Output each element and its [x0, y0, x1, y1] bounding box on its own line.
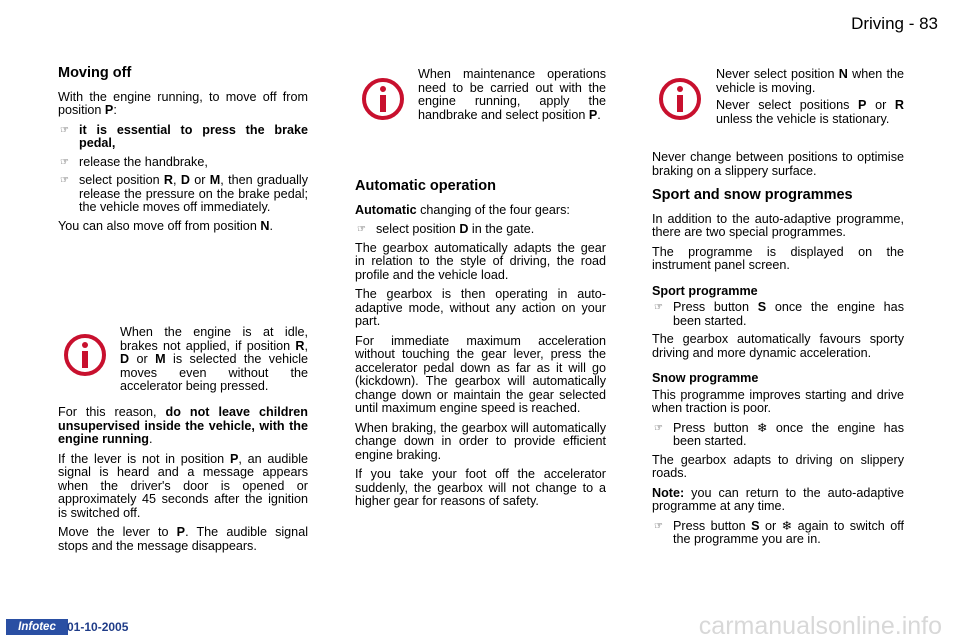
- paragraph: The gearbox automatically favours sporty driving and more dynamic acceleration.: [652, 332, 904, 360]
- info-never-select: Never select position N when the vehicle is moving. Never select positions P or R unless the vehicle is stationary.: [716, 67, 904, 126]
- list-item: ☞ Press button S or ❄ again to switch off the programme you are in.: [654, 518, 904, 546]
- move-lever-text: Move the lever to P. The audible signal stops and the message disappears.: [58, 525, 308, 553]
- paragraph: The gearbox is then operating in auto-adaptive mode, without any action on your part.: [355, 287, 606, 328]
- pointing-hand-icon: ☞: [60, 175, 69, 186]
- watermark: carmanualsonline.info: [698, 612, 942, 640]
- pointing-hand-icon: ☞: [654, 520, 663, 532]
- automatic-intro: Automatic changing of the four gears:: [355, 202, 570, 217]
- info-icon: [60, 332, 110, 378]
- heading-sport-programme: Sport programme: [652, 283, 758, 298]
- paragraph: The gearbox automatically adapts the gear in relation to the style of driving, the road profile and the vehicle load.: [355, 240, 606, 282]
- left-column: [58, 67, 308, 239]
- heading-moving-off: Moving off: [58, 65, 132, 81]
- heading-snow-programme: Snow programme: [652, 371, 759, 385]
- move-off-n: You can also move off from position N.: [58, 218, 273, 233]
- paragraph: The gearbox adapts to driving on slippery roads.: [652, 452, 904, 480]
- info-icon: [655, 76, 705, 122]
- heading-automatic-operation: Automatic operation: [355, 178, 496, 194]
- info-idle-warning: When the engine is at idle, brakes not applied, if position R, D or M is selected the vehicle moves even without the accelerator being pressed.: [120, 325, 308, 393]
- pointing-hand-icon: ☞: [654, 302, 663, 313]
- paragraph: For immediate maximum acceleration without touching the gear lever, press the accelerator pedal down as far as it will go (kickdown). The gearbox will automatically change down or maintain the gear selected until maximum engine speed is reached.: [355, 333, 606, 415]
- list-item: ☞ select position D in the gate.: [357, 222, 535, 236]
- children-warning: For this reason, do not leave children unsupervised inside the vehicle, with the engine running.: [58, 405, 308, 446]
- heading-sport-snow: Sport and snow programmes: [652, 187, 853, 203]
- list-item: ☞ Press button S once the engine has been started.: [654, 300, 904, 328]
- pointing-hand-icon: ☞: [654, 422, 663, 434]
- right-column: [652, 151, 904, 552]
- list-item: ☞ select position R, D or M, then gradually release the pressure on the brake pedal; the vehicle moves off immediately.: [60, 173, 308, 214]
- never-change-text: Never change between positions to optimise braking on a slippery surface.: [652, 150, 904, 178]
- paragraph: In addition to the auto-adaptive programme, there are two special programmes.: [652, 211, 904, 239]
- pointing-hand-icon: ☞: [60, 156, 69, 168]
- middle-column: [355, 180, 606, 515]
- list-item: ☞ Press button ❄ once the engine has been started.: [654, 420, 904, 448]
- snowflake-icon: ❄: [781, 518, 793, 533]
- lever-signal-text: If the lever is not in position P, an audible signal is heard and a message appears when the driver's door is opened or approximately 45 seconds after the ignition is switched off.: [58, 451, 309, 520]
- info-maintenance: When maintenance operations need to be carried out with the engine running, apply the handbrake and select position P.: [418, 67, 606, 122]
- paragraph: The programme is displayed on the instrument panel screen.: [652, 244, 904, 272]
- paragraph: When braking, the gearbox will automatically change down in order to provide efficient engine braking.: [355, 420, 606, 462]
- pointing-hand-icon: ☞: [60, 124, 69, 136]
- list-item: ☞ it is essential to press the brake pedal,: [60, 122, 308, 150]
- pointing-hand-icon: ☞: [357, 224, 366, 235]
- list-item: ☞ release the handbrake,: [60, 154, 208, 169]
- snowflake-icon: ❄: [756, 420, 768, 435]
- paragraph: If you take your foot off the accelerator suddenly, the gearbox will not change to a higher gear for reasons of safety.: [355, 467, 606, 508]
- paragraph: This programme improves starting and drive when traction is poor.: [652, 387, 904, 415]
- left-column-lower: [58, 406, 308, 559]
- note: Note: you can return to the auto-adaptive programme at any time.: [652, 485, 904, 513]
- info-icon: [358, 76, 408, 122]
- page-title: Driving - 83: [851, 14, 938, 33]
- infotec-logo: Infotec: [6, 619, 68, 635]
- footer-date: 01-10-2005: [67, 620, 129, 634]
- moving-off-intro: With the engine running, to move off from position P:: [58, 89, 308, 117]
